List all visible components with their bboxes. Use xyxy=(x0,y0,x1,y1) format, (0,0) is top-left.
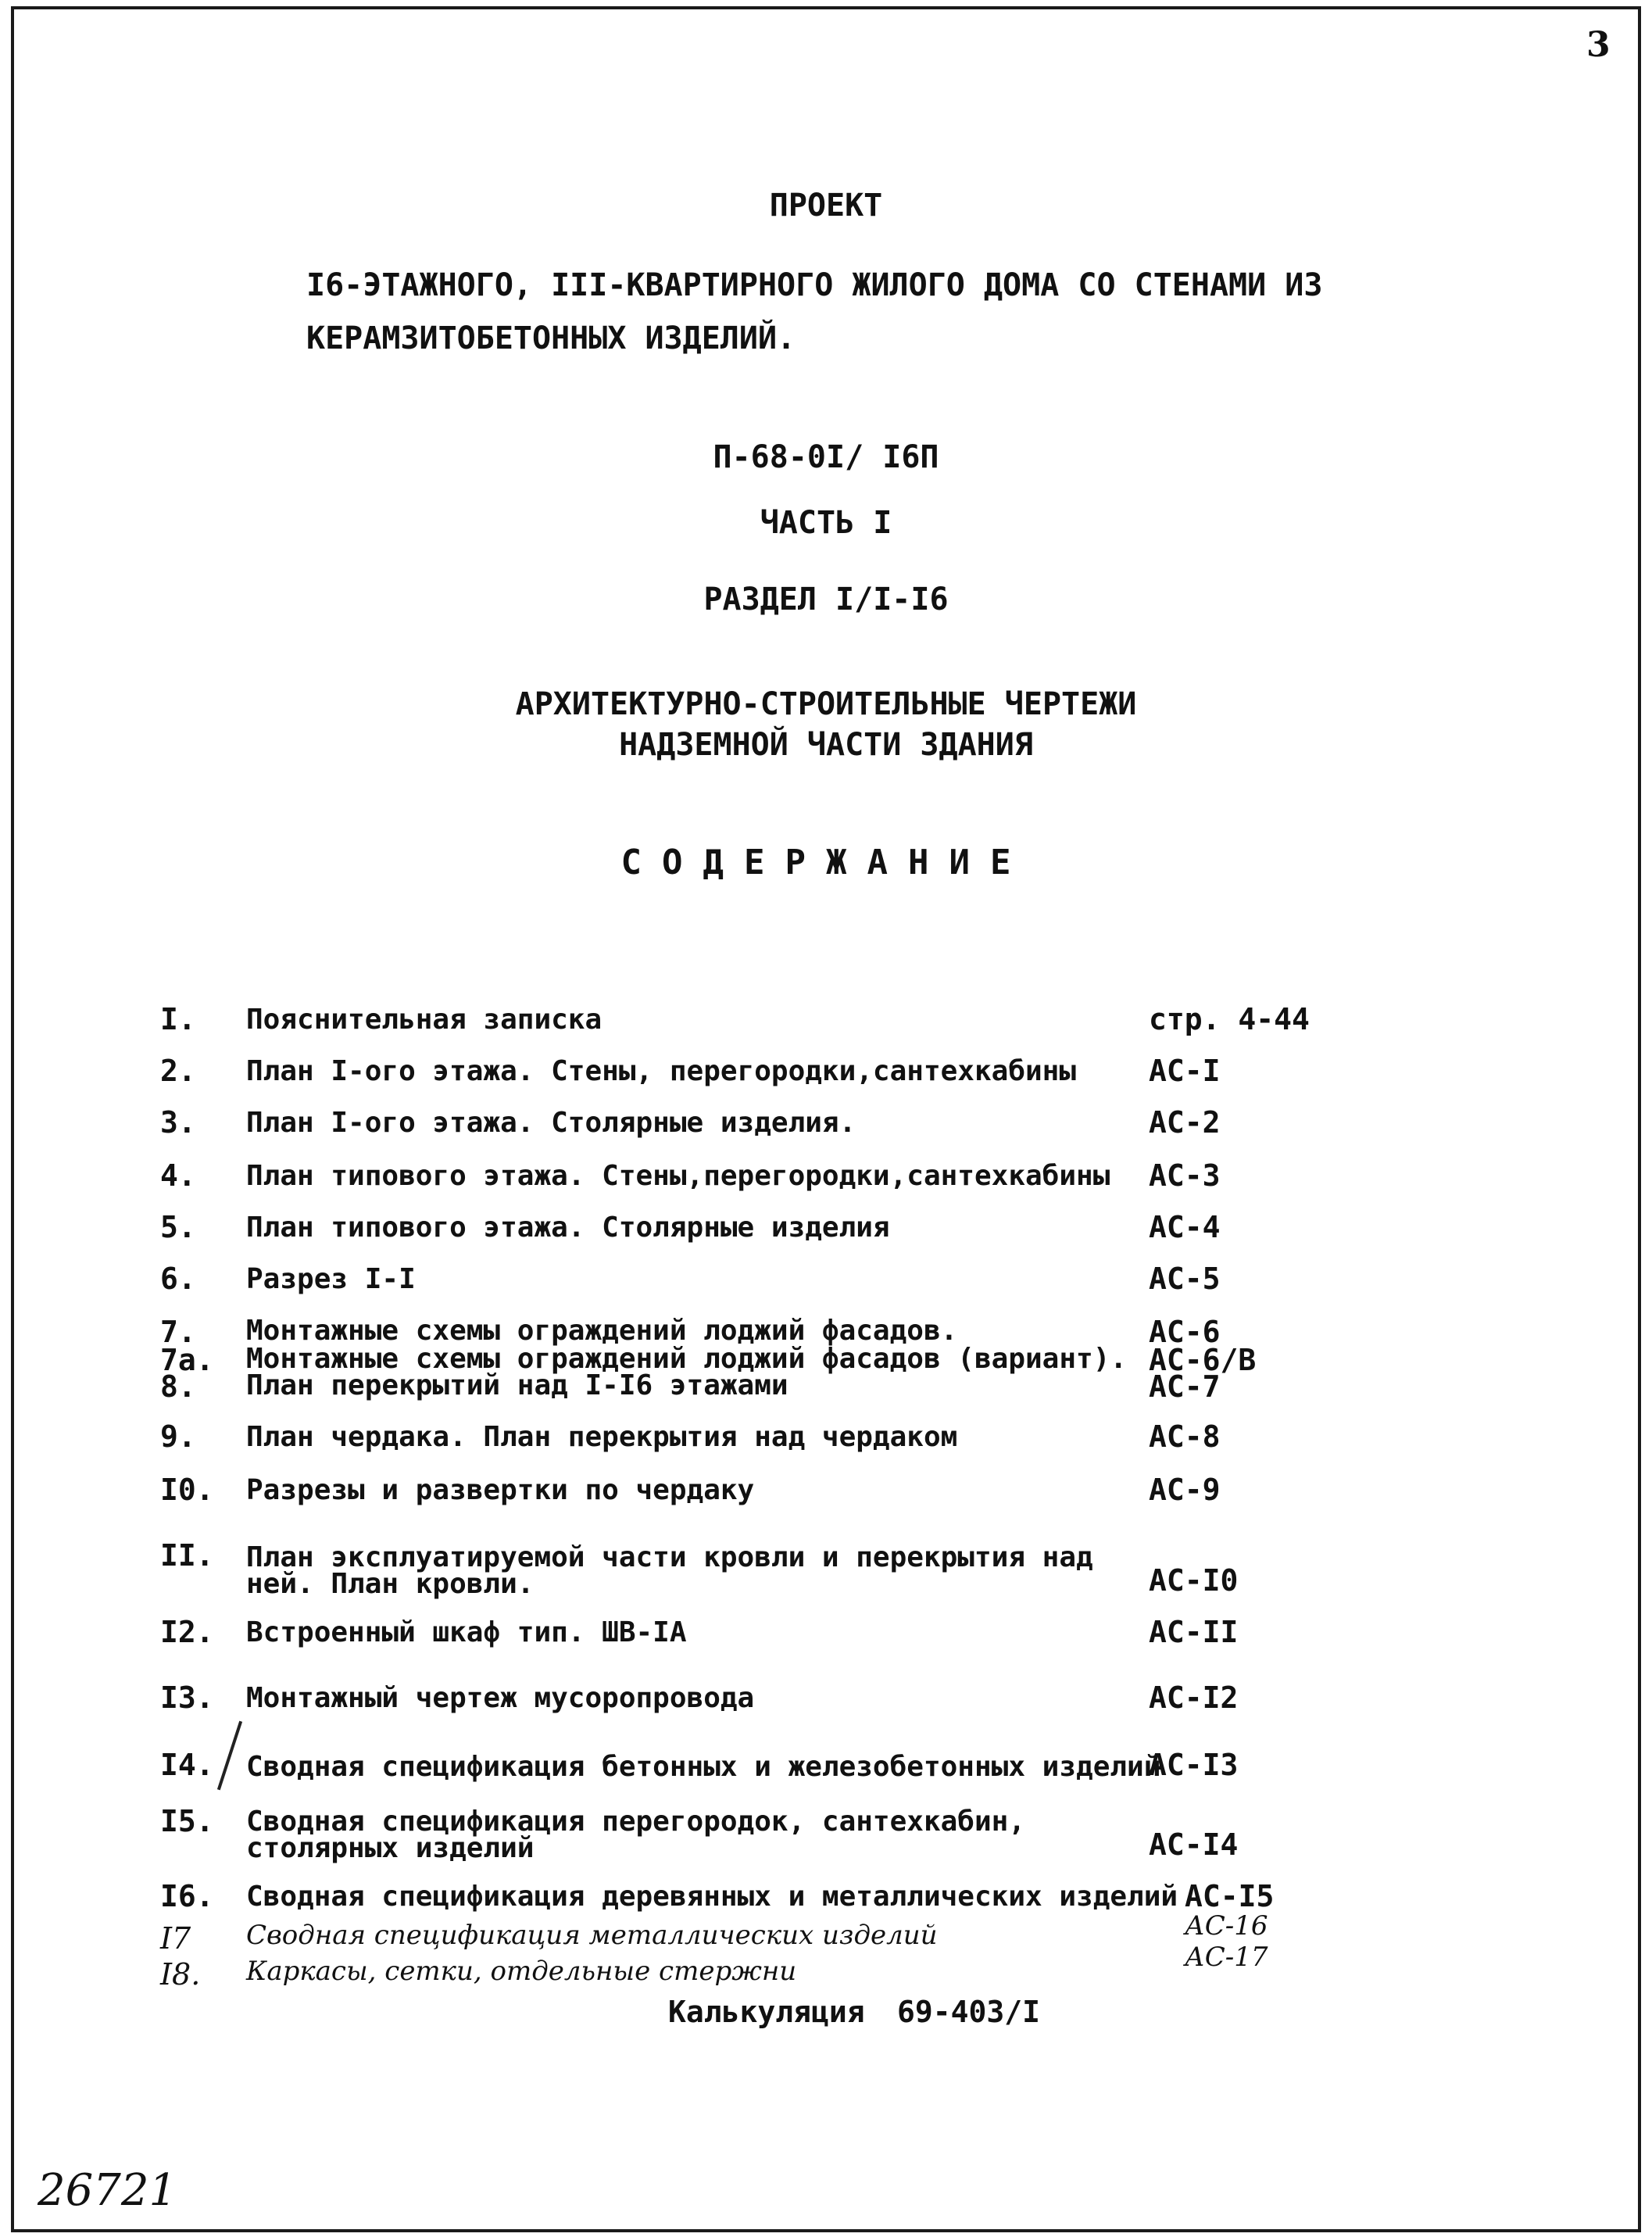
part-label: ЧАСТЬ I xyxy=(760,505,892,541)
toc-number: 2. xyxy=(160,1054,196,1088)
toc-number: 7. xyxy=(160,1315,196,1349)
toc-title: Монтажные схемы ограждений лоджий фасадов. xyxy=(246,1315,958,1347)
toc-code: АС-5 xyxy=(1149,1262,1221,1296)
toc-title: План эксплуатируемой части кровли и перекрытия над xyxy=(246,1541,1093,1573)
calculation-number: 69-403/I xyxy=(897,1995,1041,2029)
toc-code: АС-3 xyxy=(1149,1158,1221,1193)
toc-title: План I-ого этажа. Столярные изделия. xyxy=(246,1107,856,1139)
toc-code: АС-I0 xyxy=(1149,1563,1239,1598)
toc-title-handwritten: Сводная спецификация металлических изделий xyxy=(246,1920,938,1951)
toc-code: АС-II xyxy=(1149,1615,1239,1649)
toc-number: I2. xyxy=(160,1615,214,1649)
project-title-line-1: I6-ЭТАЖНОГО, III-КВАРТИРНОГО ЖИЛОГО ДОМА СО СТЕНАМИ ИЗ xyxy=(306,267,1323,303)
toc-code: стр. 4-44 xyxy=(1149,1002,1310,1036)
toc-number: I7 xyxy=(160,1921,191,1956)
toc-code: АС-9 xyxy=(1149,1473,1221,1507)
toc-title-continuation: ней. План кровли. xyxy=(246,1568,535,1600)
toc-title: План типового этажа. Стены,перегородки,сантехкабины xyxy=(246,1160,1110,1192)
toc-number: I5. xyxy=(160,1804,214,1838)
toc-number: I6. xyxy=(160,1879,214,1913)
toc-title: План чердака. План перекрытия над чердаком xyxy=(246,1421,958,1453)
toc-number: 3. xyxy=(160,1105,196,1140)
toc-title: Монтажные схемы ограждений лоджий фасадов (вариант). xyxy=(246,1343,1128,1375)
subject-line-2: НАДЗЕМНОЙ ЧАСТИ ЗДАНИЯ xyxy=(619,727,1033,763)
toc-code: АС-2 xyxy=(1149,1105,1221,1140)
toc-number: II. xyxy=(160,1538,214,1573)
toc-title: Сводная спецификация деревянных и металлических изделий xyxy=(246,1881,1178,1913)
toc-title-handwritten: Каркасы, сетки, отдельные стержни xyxy=(246,1956,797,1987)
toc-number: I. xyxy=(160,1002,196,1036)
toc-code: АС-I3 xyxy=(1149,1748,1239,1782)
contents-title: СОДЕРЖАНИЕ xyxy=(620,843,1032,882)
toc-title: Встроенный шкаф тип. ШВ-IА xyxy=(246,1616,687,1648)
toc-code-handwritten: АС-17 xyxy=(1185,1942,1268,1973)
toc-number: I4. xyxy=(160,1748,214,1782)
toc-code: АС-6 xyxy=(1149,1315,1221,1349)
toc-code: АС-6/В xyxy=(1149,1343,1257,1377)
toc-number: 5. xyxy=(160,1210,196,1244)
toc-code: АС-7 xyxy=(1149,1369,1221,1404)
toc-code: АС-4 xyxy=(1149,1210,1221,1244)
toc-number: 7а. xyxy=(160,1343,214,1377)
toc-code-handwritten: АС-16 xyxy=(1185,1910,1268,1942)
calculation-label: Калькуляция xyxy=(668,1995,865,2029)
toc-code: АС-I5 xyxy=(1185,1879,1275,1913)
toc-number: I8. xyxy=(160,1957,201,1992)
toc-title: Сводная спецификация бетонных и железобетонных изделий xyxy=(246,1751,1161,1783)
page-number: 3 xyxy=(1586,25,1611,65)
toc-code: АС-I xyxy=(1149,1054,1221,1088)
series-code: П-68-0I/ I6П xyxy=(713,439,939,475)
toc-number: 6. xyxy=(160,1262,196,1296)
toc-number: I0. xyxy=(160,1473,214,1507)
toc-number: 4. xyxy=(160,1158,196,1193)
toc-title-continuation: столярных изделий xyxy=(246,1832,535,1864)
toc-number: 8. xyxy=(160,1369,196,1404)
toc-title: План типового этажа. Столярные изделия xyxy=(246,1212,890,1244)
toc-code: АС-I4 xyxy=(1149,1827,1239,1862)
toc-title: План перекрытий над I-I6 этажами xyxy=(246,1369,788,1401)
toc-code: АС-I2 xyxy=(1149,1680,1239,1715)
subject-line-1: АРХИТЕКТУРНО-СТРОИТЕЛЬНЫЕ ЧЕРТЕЖИ xyxy=(515,686,1137,722)
section-label: РАЗДЕЛ I/I-I6 xyxy=(703,582,949,617)
toc-title: Разрез I-I xyxy=(246,1263,416,1295)
project-heading: ПРОЕКТ xyxy=(769,188,883,224)
project-title-line-2: КЕРАМЗИТОБЕТОННЫХ ИЗДЕЛИЙ. xyxy=(306,320,796,356)
toc-code: АС-8 xyxy=(1149,1419,1221,1454)
toc-number: I3. xyxy=(160,1680,214,1715)
archive-number-handwritten: 26721 xyxy=(38,2165,177,2216)
toc-title: Разрезы и развертки по чердаку xyxy=(246,1474,755,1506)
toc-title: План I-ого этажа. Стены, перегородки,сантехкабины xyxy=(246,1055,1077,1087)
toc-title: Пояснительная записка xyxy=(246,1004,603,1036)
toc-title: Монтажный чертеж мусоропровода xyxy=(246,1682,755,1714)
toc-number: 9. xyxy=(160,1419,196,1454)
toc-title: Сводная спецификация перегородок, сантехкабин, xyxy=(246,1806,1025,1838)
